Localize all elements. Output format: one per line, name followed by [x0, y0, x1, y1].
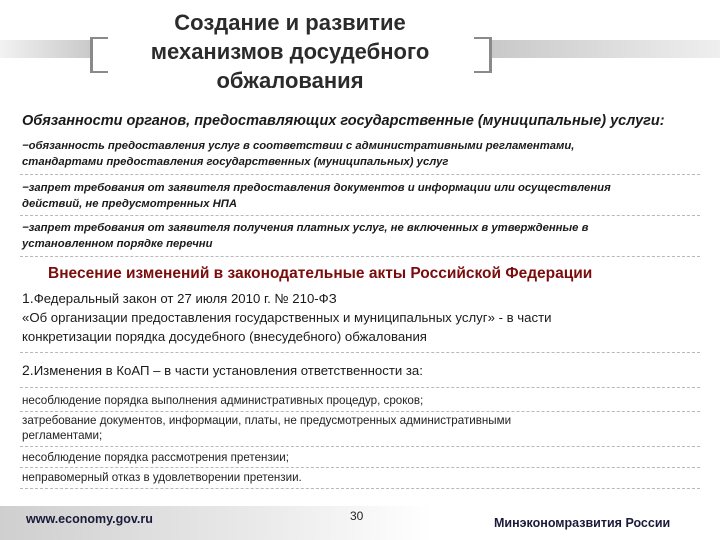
title-line-3: обжалования [216, 68, 364, 93]
divider [20, 215, 700, 216]
duty-item-2 [22, 180, 714, 212]
offence-item-2-continued: регламентами; [22, 429, 103, 442]
offence-item-1: несоблюдение порядка выполнения административных процедур, сроков; [22, 394, 424, 407]
duty-item-3-line-1: −запрет требования от заявителя получения платных услуг, не включенных в утвержденные в [22, 222, 589, 234]
law-item-2-number: 2. [22, 362, 34, 378]
law-item-1-line-1: Федеральный закон от 27 июля 2010 г. № 210-ФЗ [33, 291, 337, 306]
duties-heading: Обязанности органов, предоставляющих государственные (муниципальные) услуги: [22, 113, 665, 129]
law-item-1-line-2: «Об организации предоставления государственных и муниципальных услуг» - в части [22, 310, 552, 325]
duty-item-1-line-2: стандартами предоставления государственных (муниципальных) услуг [22, 156, 449, 168]
duty-item-3 [22, 220, 714, 252]
title-bracket-right [474, 37, 492, 73]
duty-item-1 [22, 138, 714, 170]
title-band-left [0, 40, 92, 58]
title-line-2: механизмов досудебного [150, 39, 430, 64]
duty-item-2-line-2: действий, не предусмотренных НПА [22, 198, 238, 210]
duty-item-3-line-2: установленном порядке перечни [22, 238, 213, 250]
slide-title [110, 8, 470, 95]
divider [20, 387, 700, 388]
duty-item-1-line-1: −обязанность предоставления услуг в соответствии с административными регламентами, [22, 140, 575, 152]
law-item-1 [22, 289, 712, 346]
page-number: 30 [350, 509, 364, 523]
law-item-2-text: Изменения в КоАП – в части установления ответственности за: [33, 363, 423, 378]
divider [20, 256, 700, 257]
title-band-right [492, 40, 720, 58]
divider [20, 488, 700, 489]
divider [20, 446, 700, 447]
title-bracket-left [90, 37, 108, 73]
amendments-heading: Внесение изменений в законодательные акты Российской Федерации [48, 265, 593, 282]
offence-item-3: несоблюдение порядка рассмотрения претензии; [22, 451, 289, 464]
offence-item-4: неправомерный отказ в удовлетворении претензии. [22, 471, 302, 484]
divider [20, 411, 700, 412]
offence-item-2: затребование документов, информации, платы, не предусмотренных административными [22, 414, 512, 427]
law-item-1-line-3: конкретизации порядка досудебного (внесудебного) обжалования [22, 329, 427, 344]
divider [20, 467, 700, 468]
law-item-1-number: 1. [22, 290, 34, 306]
footer-website-link[interactable]: www.economy.gov.ru [26, 512, 153, 526]
divider [20, 352, 700, 353]
law-item-2 [22, 361, 712, 380]
duty-item-2-line-1: −запрет требования от заявителя предоставления документов и информации или осуществления [22, 182, 611, 194]
title-line-1: Создание и развитие [174, 10, 406, 35]
divider [20, 174, 700, 175]
footer-ministry-name: Минэкономразвития России [494, 516, 671, 530]
